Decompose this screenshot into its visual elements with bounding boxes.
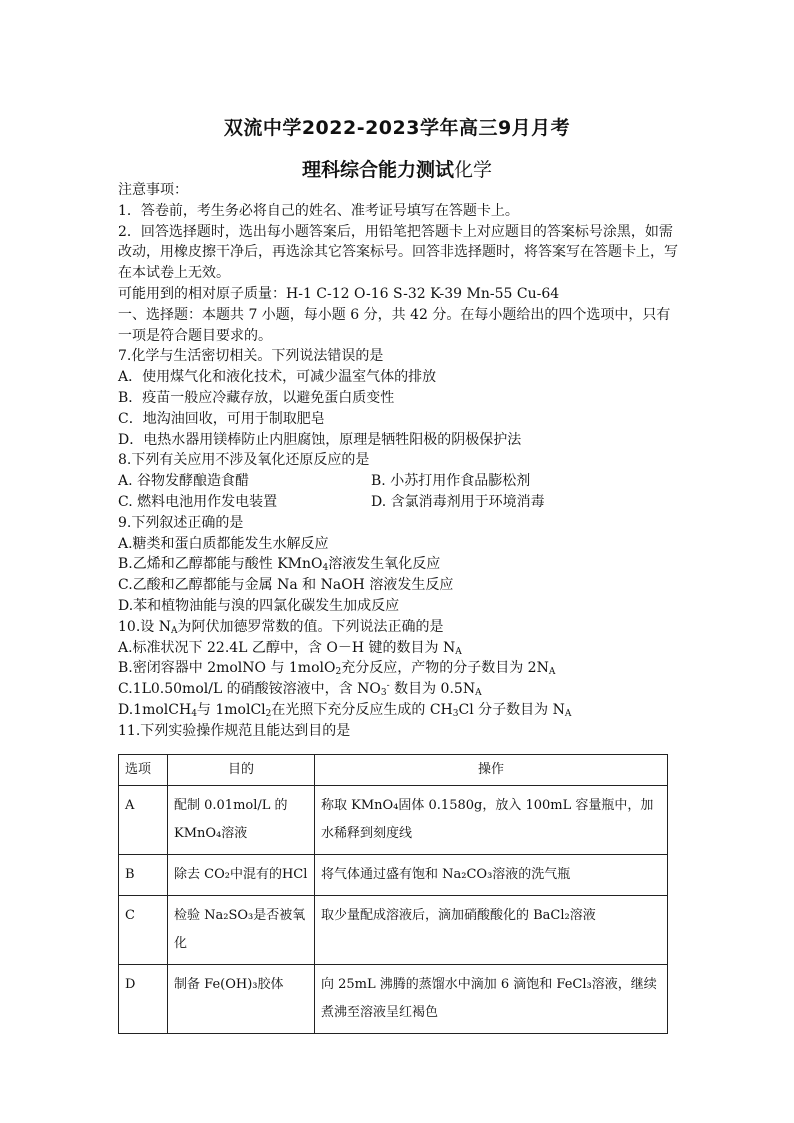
exam-title: 双流中学2022-2023学年高三9月月考 [223, 117, 571, 139]
q8-row-2 [118, 492, 678, 513]
table-header-row [119, 755, 668, 786]
row-operation: 向 25mL 沸腾的蒸馏水中滴加 6 滴饱和 FeCl₃溶液，继续煮沸至溶液呈红褐色 [315, 965, 668, 1034]
q10-option-b: B.密闭容器中 2molNO 与 1molO$_2$充分反应，产物的分子数目为 $2N_A$ [118, 660, 556, 678]
note-2: 2．回答选择题时，选出每小题答案后，用铅笔把答题卡上对应题目的答案标号涂黑，如需改动，用橡皮擦干净后，再选涂其它答案标号。回答非选择题时，将答案写在答题卡上，写在本试卷上无效。 [118, 223, 678, 282]
q8-option-d: D. 含氯消毒剂用于环境消毒 [371, 493, 545, 510]
row-purpose: 检验 Na₂SO₃是否被氧化 [168, 896, 315, 965]
q10-option-a: A.标准状况下 22.4L 乙醇中，含 O－H 键的数目为 $N_A$ [118, 639, 462, 657]
q9-option-a: A.糖类和蛋白质都能发生水解反应 [118, 535, 329, 552]
row-operation: 称取 KMnO₄固体 0.1580g，放入 100mL 容量瓶中，加水稀释到刻度线 [315, 786, 668, 855]
q8-option-a: A. 谷物发酵酿造食醋 [118, 473, 250, 490]
q9-option-c: C.乙酸和乙醇都能与金属 Na 和 NaOH 溶液发生反应 [118, 577, 454, 594]
atomic-masses: 可能用到的相对原子质量：H-1 C-12 O-16 S-32 K-39 Mn-55 Cu-64 [118, 285, 560, 302]
row-option: A [119, 786, 168, 855]
q9-option-b: B.乙烯和乙醇都能与酸性 KMnO$_4$溶液发生氧化反应 [118, 556, 441, 574]
q8-row-1 [118, 471, 678, 492]
q7-option-c: C．地沟油回收，可用于制取肥皂 [118, 410, 325, 427]
table-row [119, 965, 668, 1034]
section-1-instructions: 一、选择题：本题共 7 小题，每小题 6 分，共 42 分。在每小题给出的四个选项中，只有一项是符合题目要求的。 [118, 306, 671, 344]
header-purpose: 目的 [168, 755, 315, 786]
row-option: D [119, 965, 168, 1034]
table-row [119, 786, 668, 855]
table-row [119, 896, 668, 965]
row-purpose: 制备 Fe(OH)₃胶体 [168, 965, 315, 1034]
header-operation: 操作 [315, 755, 668, 786]
subtitle-subject: 化学 [454, 159, 493, 181]
q7-option-b: B．疫苗一般应冷藏存放，以避免蛋白质变性 [118, 389, 395, 406]
exam-subtitle [0, 155, 794, 182]
table-row [119, 855, 668, 896]
row-purpose: 除去 CO₂中混有的HCl [168, 855, 315, 896]
q11-stem: 11.下列实验操作规范且能达到目的是 [118, 722, 351, 739]
header-option: 选项 [119, 755, 168, 786]
q9-stem: 9.下列叙述正确的是 [118, 514, 244, 531]
subtitle-bold: 理科综合能力测试 [301, 159, 454, 181]
q11-table [118, 754, 668, 1034]
q7-option-d: D．电热水器用镁棒防止内胆腐蚀，原理是牺牲阳极的阴极保护法 [118, 431, 522, 448]
q7-stem: 7.化学与生活密切相关。下列说法错误的是 [118, 348, 384, 365]
exam-body [118, 180, 678, 742]
row-option: B [119, 855, 168, 896]
q7-option-a: A．使用煤气化和液化技术，可减少温室气体的排放 [118, 369, 437, 386]
row-option: C [119, 896, 168, 965]
q8-option-b: B. 小苏打用作食品膨松剂 [371, 473, 531, 490]
row-purpose: 配制 0.01mol/L 的 KMnO₄溶液 [168, 786, 315, 855]
q10-stem: 10.设 $N_A$为阿伏加德罗常数的值。下列说法正确的是 [118, 618, 444, 636]
q8-stem: 8.下列有关应用不涉及氧化还原反应的是 [118, 452, 370, 469]
row-operation: 取少量配成溶液后，滴加硝酸酸化的 BaCl₂溶液 [315, 896, 668, 965]
q9-option-d: D.苯和植物油能与溴的四氯化碳发生加成反应 [118, 597, 400, 614]
q10-option-c: C.1L0.50mol/L 的硝酸铵溶液中，含 $NO_3^-$ 数目为 $0.5N_A$ [118, 681, 482, 699]
row-operation: 将气体通过盛有饱和 Na₂CO₃溶液的洗气瓶 [315, 855, 668, 896]
notes-header: 注意事项： [118, 182, 188, 198]
q10-option-d: D.1molCH$_4$与 1molCl$_2$在光照下充分反应生成的 $CH_3Cl$ 分子数目为 $N_A$ [118, 701, 572, 719]
q8-option-c: C. 燃料电池用作发电装置 [118, 493, 278, 510]
note-1: 1．答卷前，考生务必将自己的姓名、准考证号填写在答题卡上。 [118, 202, 519, 219]
